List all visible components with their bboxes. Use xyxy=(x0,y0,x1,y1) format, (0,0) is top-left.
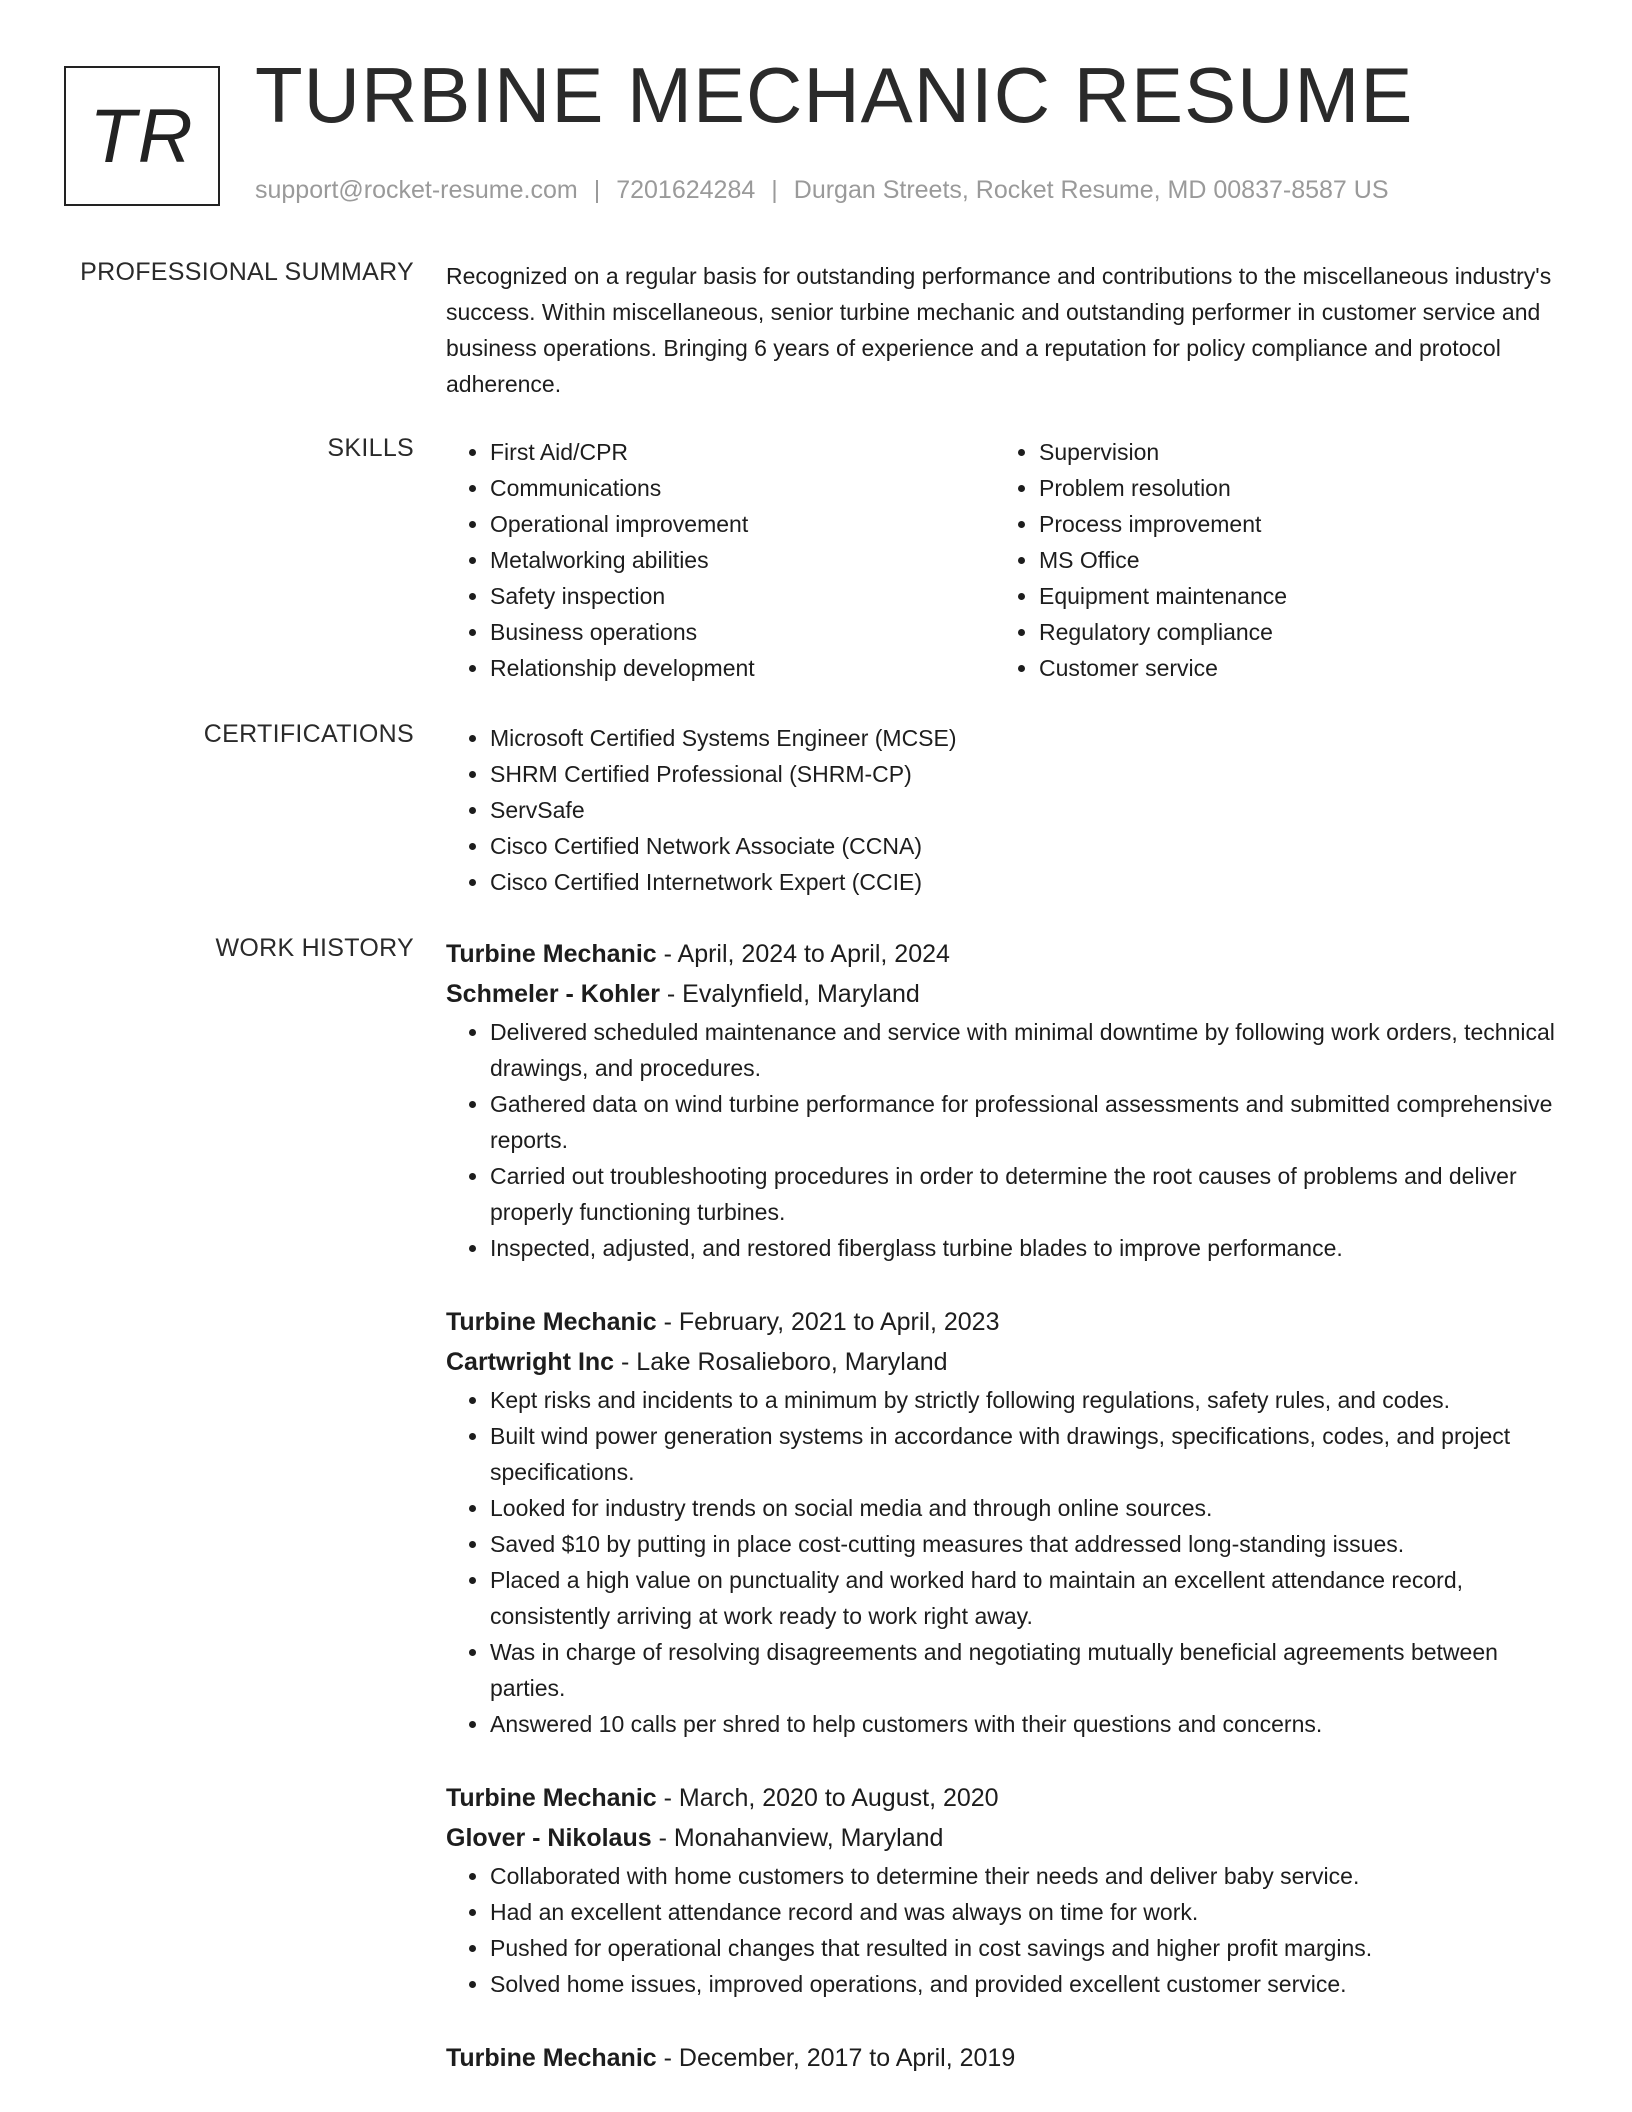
certification-item: • SHRM Certified Professional (SHRM-CP) xyxy=(490,756,1566,792)
skill-item: • Supervision xyxy=(1039,434,1544,470)
skill-item: • Problem resolution xyxy=(1039,470,1544,506)
certification-item: • Cisco Certified Network Associate (CCNA) xyxy=(490,828,1566,864)
job-dates: - December, 2017 to April, 2019 xyxy=(656,2044,1016,2072)
job-bullet: • Was in charge of resolving disagreements and negotiating mutually beneficial agreements between parties. xyxy=(490,1634,1566,1706)
job-bullet: • Carried out troubleshooting procedures in order to determine the root causes of problems and deliver properly functioning turbines. xyxy=(490,1158,1566,1230)
skill-item: • Process improvement xyxy=(1039,506,1544,542)
certifications-list xyxy=(446,720,1566,900)
skill-item: • First Aid/CPR xyxy=(490,434,995,470)
skill-item: • Relationship development xyxy=(490,650,995,686)
job-title: Turbine Mechanic xyxy=(446,1784,657,1812)
job-title: Turbine Mechanic xyxy=(446,940,657,968)
contact-phone[interactable]: 7201624284 xyxy=(616,176,756,204)
skill-item: • Safety inspection xyxy=(490,578,995,614)
job-bullet: • Answered 10 calls per shred to help customers with their questions and concerns. xyxy=(490,1706,1566,1742)
job-title-line xyxy=(446,1302,1566,1342)
job-bullet: • Looked for industry trends on social media and through online sources. xyxy=(490,1490,1566,1526)
monogram-logo: TR xyxy=(64,66,220,206)
job-bullet: • Inspected, adjusted, and restored fiberglass turbine blades to improve performance. xyxy=(490,1230,1566,1266)
job-location: - Monahanview, Maryland xyxy=(651,1824,944,1852)
job-bullet: • Collaborated with home customers to determine their needs and deliver baby service. xyxy=(490,1858,1566,1894)
job-company: Glover - Nikolaus xyxy=(446,1824,652,1852)
job-bullet: • Built wind power generation systems in accordance with drawings, specifications, codes, and project specifications. xyxy=(490,1418,1566,1490)
work-history-label: WORK HISTORY xyxy=(215,934,414,962)
contact-email[interactable]: support@rocket-resume.com xyxy=(255,176,578,204)
job-title-line xyxy=(446,1778,1566,1818)
job-bullets xyxy=(446,1858,1566,2002)
summary-label: PROFESSIONAL SUMMARY xyxy=(80,258,414,286)
skill-item: • Business operations xyxy=(490,614,995,650)
job-company: Schmeler - Kohler xyxy=(446,980,660,1008)
summary-text: Recognized on a regular basis for outstanding performance and contributions to the miscellaneous industry's success. Within miscellaneous, senior turbine mechanic and outstanding performer in customer service and business operations. Bringing 6 years of experience and a reputation for policy compliance and protocol adherence. xyxy=(446,263,1552,397)
job-company: Cartwright Inc xyxy=(446,1348,615,1376)
skills-list-right xyxy=(995,434,1544,686)
certifications-body xyxy=(446,720,1566,900)
job-title-line xyxy=(446,934,1566,974)
skills-label: SKILLS xyxy=(327,434,414,462)
job-dates: - March, 2020 to August, 2020 xyxy=(656,1784,999,1812)
skills-grid xyxy=(446,434,1566,686)
job-dates: - April, 2024 to April, 2024 xyxy=(656,940,950,968)
skills-body xyxy=(446,434,1566,686)
contact-line xyxy=(255,176,1389,205)
work-history-body xyxy=(446,934,1566,2078)
contact-address: Durgan Streets, Rocket Resume, MD 00837-8587 US xyxy=(793,176,1389,204)
skill-item: • Communications xyxy=(490,470,995,506)
job-bullet: • Gathered data on wind turbine performance for professional assessments and submitted comprehensive reports. xyxy=(490,1086,1566,1158)
contact-separator: | xyxy=(771,176,778,204)
job-bullet: • Had an excellent attendance record and was always on time for work. xyxy=(490,1894,1566,1930)
job-location: - Evalynfield, Maryland xyxy=(659,980,920,1008)
job-company-line xyxy=(446,974,1566,1014)
job-bullets xyxy=(446,1014,1566,1266)
certification-item: • Cisco Certified Internetwork Expert (CCIE) xyxy=(490,864,1566,900)
job-bullet: • Saved $10 by putting in place cost-cutting measures that addressed long-standing issues. xyxy=(490,1526,1566,1562)
contact-separator: | xyxy=(593,176,601,204)
job-bullets xyxy=(446,1382,1566,1742)
job-bullet: • Solved home issues, improved operations, and provided excellent customer service. xyxy=(490,1966,1566,2002)
skill-item: • Equipment maintenance xyxy=(1039,578,1544,614)
job-company-line xyxy=(446,1342,1566,1382)
job-company-line xyxy=(446,1818,1566,1858)
job-title: Turbine Mechanic xyxy=(446,2044,657,2072)
resume-title: TURBINE MECHANIC RESUME xyxy=(255,51,1414,139)
job-entry xyxy=(446,1302,1566,1742)
job-entry xyxy=(446,934,1566,1266)
job-title: Turbine Mechanic xyxy=(446,1308,657,1336)
skill-item: • Operational improvement xyxy=(490,506,995,542)
skill-item: • Regulatory compliance xyxy=(1039,614,1544,650)
job-dates: - February, 2021 to April, 2023 xyxy=(656,1308,1000,1336)
summary-body xyxy=(446,258,1566,402)
certification-item: • Microsoft Certified Systems Engineer (MCSE) xyxy=(490,720,1566,756)
job-bullet: • Pushed for operational changes that resulted in cost savings and higher profit margins. xyxy=(490,1930,1566,1966)
certifications-label: CERTIFICATIONS xyxy=(203,720,414,748)
certification-item: • ServSafe xyxy=(490,792,1566,828)
skills-list-left xyxy=(446,434,995,686)
job-entry xyxy=(446,2038,1566,2078)
job-entry xyxy=(446,1778,1566,2002)
job-bullet: • Delivered scheduled maintenance and service with minimal downtime by following work orders, technical drawings, and procedures. xyxy=(490,1014,1566,1086)
skill-item: • Customer service xyxy=(1039,650,1544,686)
job-bullet: • Placed a high value on punctuality and worked hard to maintain an excellent attendance record, consistently arriving at work ready to work right away. xyxy=(490,1562,1566,1634)
job-bullet: • Kept risks and incidents to a minimum by strictly following regulations, safety rules, and codes. xyxy=(490,1382,1566,1418)
skill-item: • MS Office xyxy=(1039,542,1544,578)
job-location: - Lake Rosalieboro, Maryland xyxy=(614,1348,948,1376)
job-title-line xyxy=(446,2038,1566,2078)
skill-item: • Metalworking abilities xyxy=(490,542,995,578)
